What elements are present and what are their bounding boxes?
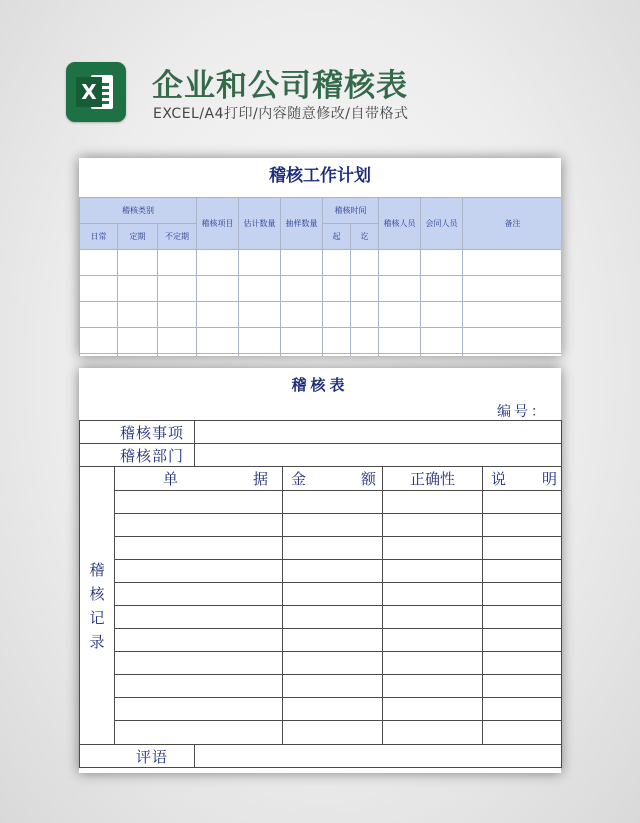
table-row (80, 302, 562, 328)
plan-header-co-auditor: 会同人员 (421, 198, 463, 250)
excel-logo (66, 62, 126, 122)
plan-header-category: 稽核类别 (80, 198, 197, 224)
table-row (80, 606, 562, 629)
audit-record-label: 稽 核 记 录 (80, 467, 115, 745)
page-subtitle: EXCEL/A4打印/内容随意修改/自带格式 (153, 106, 409, 122)
plan-header-scheduled: 定期 (118, 224, 158, 250)
table-row (80, 698, 562, 721)
plan-header-from: 起 (323, 224, 351, 250)
plan-header-daily: 日常 (80, 224, 118, 250)
plan-header-sample: 抽样数量 (281, 198, 323, 250)
serial-number-label: 编号： (497, 404, 548, 420)
audit-table (79, 420, 562, 768)
table-row (80, 276, 562, 302)
table-row (80, 583, 562, 606)
table-row (80, 629, 562, 652)
column-header-document: 单 据 (115, 467, 283, 491)
table-row (80, 560, 562, 583)
audit-plan-sheet (79, 158, 561, 356)
table-row (80, 721, 562, 745)
table-row (80, 652, 562, 675)
table-row (80, 491, 562, 514)
plan-header-remark: 备注 (463, 198, 562, 250)
audit-matter-label: 稽核事项 (80, 421, 195, 444)
table-row (80, 675, 562, 698)
audit-dept-label: 稽核部门 (80, 444, 195, 467)
plan-header-to: 讫 (351, 224, 379, 250)
column-header-amount: 金 额 (283, 467, 383, 491)
comment-value[interactable] (195, 745, 562, 768)
audit-title: 稽核表 (291, 376, 349, 394)
plan-header-unscheduled: 不定期 (158, 224, 197, 250)
table-row (80, 328, 562, 354)
plan-title: 稽核工作计划 (269, 166, 371, 186)
table-row (80, 354, 562, 357)
plan-header-estimate: 估计数量 (239, 198, 281, 250)
audit-matter-value[interactable] (195, 421, 562, 444)
plan-header-time: 稽核时间 (323, 198, 379, 224)
comment-label: 评语 (80, 745, 195, 768)
excel-x-icon: X (76, 77, 102, 107)
plan-header-item: 稽核项目 (197, 198, 239, 250)
column-header-explanation: 说 明 (483, 467, 562, 491)
audit-dept-value[interactable] (195, 444, 562, 467)
table-row (80, 514, 562, 537)
audit-form-sheet (79, 368, 561, 773)
plan-header-auditor: 稽核人员 (379, 198, 421, 250)
page-title: 企业和公司稽核表 (152, 68, 408, 104)
plan-table (79, 197, 561, 356)
table-row (80, 250, 562, 276)
column-header-correctness: 正确性 (383, 467, 483, 491)
table-row (80, 537, 562, 560)
